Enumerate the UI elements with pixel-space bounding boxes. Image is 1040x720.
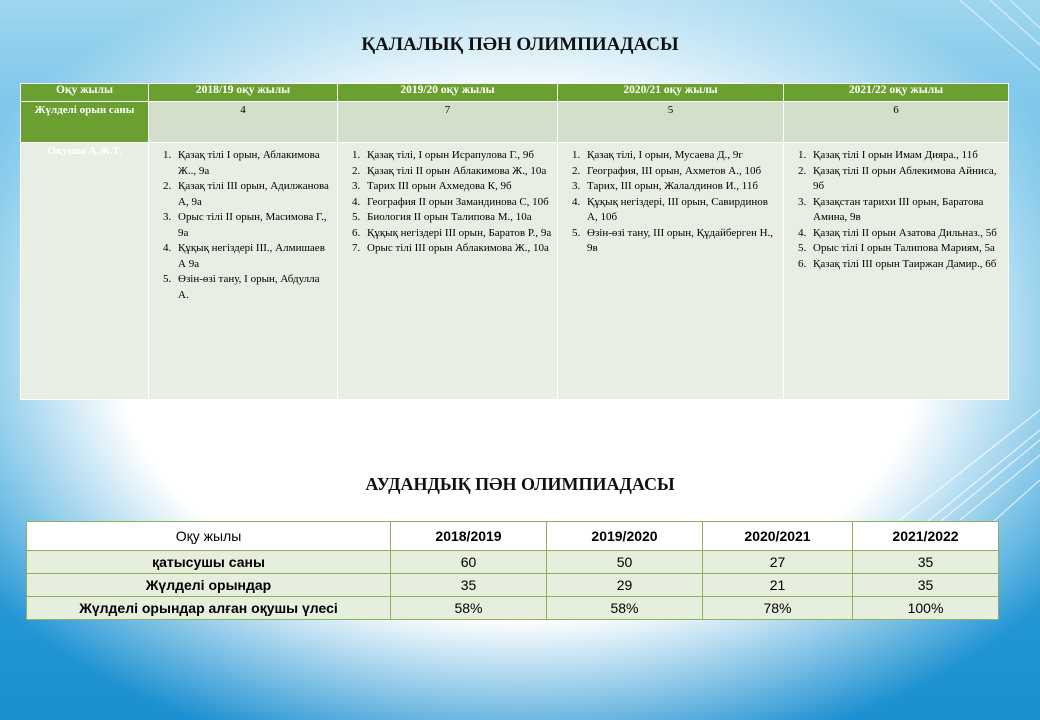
winners-count-row xyxy=(21,102,1009,143)
winners-count-cell: 6 xyxy=(784,102,1009,143)
city-header-row xyxy=(21,84,1009,102)
table-row xyxy=(27,551,999,574)
student-list-item: 3. Тарих, ІІІ орын, Жалалдинов И., 11б xyxy=(583,179,778,195)
city-olympiad-table xyxy=(20,83,1009,400)
student-list-item: 4. Қазақ тілі ІІ орын Азатова Дильназ., 5б xyxy=(809,226,1003,242)
table-cell: 35 xyxy=(391,574,547,597)
district-olympiad-table xyxy=(26,521,999,620)
winners-count-cell: 4 xyxy=(149,102,338,143)
header-cell: 2020/21 оқу жылы xyxy=(558,84,784,102)
students-row xyxy=(21,143,1009,400)
table-cell: 78% xyxy=(703,597,853,620)
header-cell: 2021/22 оқу жылы xyxy=(784,84,1009,102)
student-list-item: 4. Құқық негіздері, ІІІ орын, Савирдинов А, 10б xyxy=(583,195,778,226)
header-cell: Оқу жылы xyxy=(21,84,149,102)
student-list-item: 1. Қазақ тілі, І орын Исрапулова Г., 9б xyxy=(363,148,552,164)
row-label: Жүлделі орындар xyxy=(27,574,391,597)
district-header-row xyxy=(27,522,999,551)
student-list-item: 4. География ІІ орын Замандинова С, 10б xyxy=(363,195,552,211)
row-label: қатысушы саны xyxy=(27,551,391,574)
row-label: Жүлделі орындар алған оқушы үлесі xyxy=(27,597,391,620)
student-list-item: 4. Құқық негіздері ІІІ., Алмишаев А 9а xyxy=(174,241,332,272)
table-cell: 29 xyxy=(547,574,703,597)
students-list xyxy=(785,148,1003,272)
student-list-item: 2. Қазақ тілі ІІ орын Аблакимова Ж., 10а xyxy=(363,164,552,180)
header-cell: Оқу жылы xyxy=(27,522,391,551)
student-list-item: 5. Өзін-өзі тану, ІІІ орын, Құдайберген Н., 9в xyxy=(583,226,778,257)
header-cell: 2019/2020 xyxy=(547,522,703,551)
students-cell xyxy=(149,143,338,400)
table-cell: 100% xyxy=(853,597,999,620)
table-cell: 50 xyxy=(547,551,703,574)
table-cell: 21 xyxy=(703,574,853,597)
student-list-item: 1. Қазақ тілі І орын Имам Дияра., 11б xyxy=(809,148,1003,164)
student-list-item: 5. Биология ІІ орын Талипова М., 10а xyxy=(363,210,552,226)
table-cell: 27 xyxy=(703,551,853,574)
students-list xyxy=(150,148,332,303)
student-list-item: 3. Тарих ІІІ орын Ахмедова К, 9б xyxy=(363,179,552,195)
student-list-item: 2. Қазақ тілі ІІ орын Аблекимова Айниса, 9б xyxy=(809,164,1003,195)
students-cell xyxy=(338,143,558,400)
header-cell: 2020/2021 xyxy=(703,522,853,551)
row-label: Жүлделі орын саны xyxy=(21,102,149,143)
district-olympiad-title: АУДАНДЫҚ ПӘН ОЛИМПИАДАСЫ xyxy=(365,474,675,494)
table-cell: 58% xyxy=(391,597,547,620)
students-cell xyxy=(558,143,784,400)
row-label: Оқушы А.Ж.Т. xyxy=(21,143,149,400)
header-cell: 2018/2019 xyxy=(391,522,547,551)
student-list-item: 1. Қазақ тілі, І орын, Мусаева Д., 9г xyxy=(583,148,778,164)
table-cell: 35 xyxy=(853,574,999,597)
table-row xyxy=(27,574,999,597)
table-cell: 60 xyxy=(391,551,547,574)
student-list-item: 3. Қазақстан тарихи ІІІ орын, Баратова Амина, 9в xyxy=(809,195,1003,226)
table-cell: 58% xyxy=(547,597,703,620)
city-olympiad-title: ҚАЛАЛЫҚ ПӘН ОЛИМПИАДАСЫ xyxy=(361,34,679,55)
students-list xyxy=(339,148,552,257)
student-list-item: 1. Қазақ тілі І орын, Аблакимова Ж.., 9а xyxy=(174,148,332,179)
header-cell: 2019/20 оқу жылы xyxy=(338,84,558,102)
student-list-item: 7. Орыс тілі ІІІ орын Аблакимова Ж., 10а xyxy=(363,241,552,257)
student-list-item: 5. Орыс тілі І орын Талипова Мариям, 5а xyxy=(809,241,1003,257)
students-list xyxy=(559,148,778,257)
student-list-item: 5. Өзін-өзі тану, І орын, Абдулла А. xyxy=(174,272,332,303)
table-cell: 35 xyxy=(853,551,999,574)
winners-count-cell: 5 xyxy=(558,102,784,143)
student-list-item: 3. Орыс тілі ІІ орын, Масимова Г., 9а xyxy=(174,210,332,241)
student-list-item: 2. Қазақ тілі ІІІ орын, Адилжанова А, 9а xyxy=(174,179,332,210)
student-list-item: 6. Құқық негіздері ІІІ орын, Баратов Р., 9а xyxy=(363,226,552,242)
header-cell: 2018/19 оқу жылы xyxy=(149,84,338,102)
students-cell xyxy=(784,143,1009,400)
header-cell: 2021/2022 xyxy=(853,522,999,551)
winners-count-cell: 7 xyxy=(338,102,558,143)
table-row xyxy=(27,597,999,620)
student-list-item: 6. Қазақ тілі ІІІ орын Таиржан Дамир., 6б xyxy=(809,257,1003,273)
student-list-item: 2. География, ІІІ орын, Ахметов А., 10б xyxy=(583,164,778,180)
